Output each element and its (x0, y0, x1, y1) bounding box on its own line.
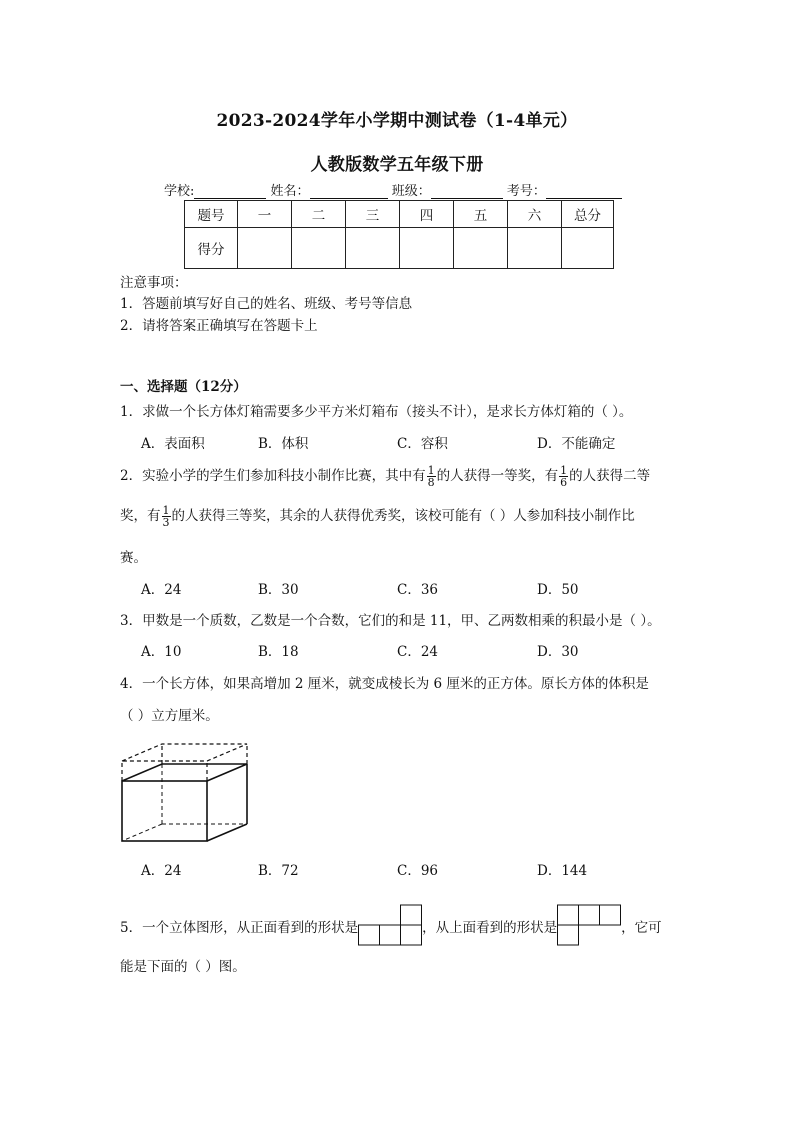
score-cell[interactable] (400, 228, 454, 269)
q3-option-a[interactable]: A．10 (141, 644, 182, 660)
q3-option-d[interactable]: D．30 (537, 644, 579, 660)
exam-no-blank[interactable] (546, 184, 622, 199)
q2-text: 2．实验小学的学生们参加科技小制作比赛，其中有 (120, 468, 426, 484)
fraction-denominator: 3 (162, 516, 170, 529)
q2-text: 奖，有 (120, 508, 161, 524)
name-label: 姓名： (270, 184, 310, 199)
score-header-cell: 五 (454, 201, 508, 228)
q2-text: 的人获得二等 (569, 468, 651, 484)
class-label: 班级： (391, 184, 431, 199)
q3-option-b[interactable]: B．18 (258, 644, 299, 660)
score-header-cell: 总分 (562, 201, 614, 228)
score-cell[interactable] (292, 228, 346, 269)
fraction (559, 465, 568, 488)
exam-title: 2023-2024学年小学期中测试卷（1-4单元） (216, 111, 578, 131)
q1-option-b[interactable]: B．体积 (258, 436, 309, 452)
score-cell[interactable] (562, 228, 614, 269)
q5-text: ，它可 (621, 920, 662, 936)
fraction (427, 465, 436, 488)
score-header-cell: 二 (292, 201, 346, 228)
class-blank[interactable] (431, 184, 503, 199)
cuboid-top-face (122, 764, 247, 781)
front-view-shape (358, 904, 422, 946)
score-header-cell: 题号 (185, 201, 238, 228)
q5-text: 5．一个立体图形，从正面看到的形状是 (120, 920, 359, 936)
q2-option-b[interactable]: B．30 (258, 582, 299, 598)
fraction-numerator: 1 (162, 504, 170, 517)
notes-heading: 注意事项： (120, 275, 188, 291)
score-cell[interactable] (508, 228, 562, 269)
fraction-denominator: 8 (427, 476, 435, 489)
question-1-text: 1．求做一个长方体灯箱需要多少平方米灯箱布（接头不计），是求长方体灯箱的（ ）。 (120, 404, 633, 420)
question-2-line3: 赛。 (120, 550, 147, 566)
top-view-shape (557, 904, 621, 946)
question-3-text: 3．甲数是一个质数，乙数是一个合数，它们的和是 11，甲、乙两数相乘的积最小是（ ）。 (120, 613, 661, 629)
q5-text: ，从上面看到的形状是 (422, 920, 558, 936)
question-5-line1 (120, 904, 662, 946)
score-table (184, 200, 614, 269)
score-header-cell: 一 (238, 201, 292, 228)
score-table-header-row (185, 201, 614, 228)
cuboid-figure (118, 734, 254, 846)
exam-no-label: 考号： (506, 184, 546, 199)
score-cell[interactable] (454, 228, 508, 269)
question-5-line2: 能是下面的（ ）图。 (120, 959, 246, 975)
q4-option-a[interactable]: A．24 (141, 863, 182, 879)
score-cell[interactable] (238, 228, 292, 269)
fraction-numerator: 1 (560, 464, 568, 477)
student-info-row (164, 180, 622, 199)
q2-option-a[interactable]: A．24 (141, 582, 182, 598)
question-2-line2 (120, 504, 635, 528)
score-header-cell: 四 (400, 201, 454, 228)
q2-option-d[interactable]: D．50 (537, 582, 579, 598)
question-4-line2: （ ）立方厘米。 (120, 708, 219, 724)
notes-item: 2．请将答案正确填写在答题卡上 (120, 318, 318, 334)
q2-text: 的人获得三等奖，其余的人获得优秀奖，该校可能有（ ）人参加科技小制作比 (171, 508, 635, 524)
school-label: 学校: (164, 184, 195, 199)
score-table-score-row (185, 228, 614, 269)
fraction-numerator: 1 (427, 464, 435, 477)
cuboid-bottom-edge (207, 824, 247, 841)
q4-option-b[interactable]: B．72 (258, 863, 299, 879)
fraction (162, 505, 171, 528)
score-row-label: 得分 (185, 228, 238, 269)
cuboid-front-face (122, 781, 207, 841)
score-header-cell: 六 (508, 201, 562, 228)
q4-option-d[interactable]: D．144 (537, 863, 588, 879)
name-blank[interactable] (310, 184, 388, 199)
question-4-line1: 4．一个长方体，如果高增加 2 厘米，就变成棱长为 6 厘米的正方体。原长方体的体积是 (120, 676, 649, 692)
q2-option-c[interactable]: C．36 (397, 582, 439, 598)
question-2-line1 (120, 464, 650, 488)
extension-top-face (122, 744, 247, 761)
section-heading: 一、选择题（12分） (120, 379, 247, 395)
fraction-denominator: 6 (560, 476, 568, 489)
q1-option-a[interactable]: A．表面积 (141, 436, 205, 452)
q1-option-c[interactable]: C．容积 (397, 436, 448, 452)
score-cell[interactable] (346, 228, 400, 269)
notes-item: 1．答题前填写好自己的姓名、班级、考号等信息 (120, 296, 413, 312)
q1-option-d[interactable]: D．不能确定 (537, 436, 616, 452)
q4-option-c[interactable]: C．96 (397, 863, 439, 879)
q2-text: 的人获得一等奖，有 (436, 468, 559, 484)
school-blank[interactable] (194, 184, 266, 199)
exam-subtitle: 人教版数学五年级下册 (310, 155, 484, 175)
hidden-edge (122, 824, 162, 841)
score-header-cell: 三 (346, 201, 400, 228)
q3-option-c[interactable]: C．24 (397, 644, 439, 660)
